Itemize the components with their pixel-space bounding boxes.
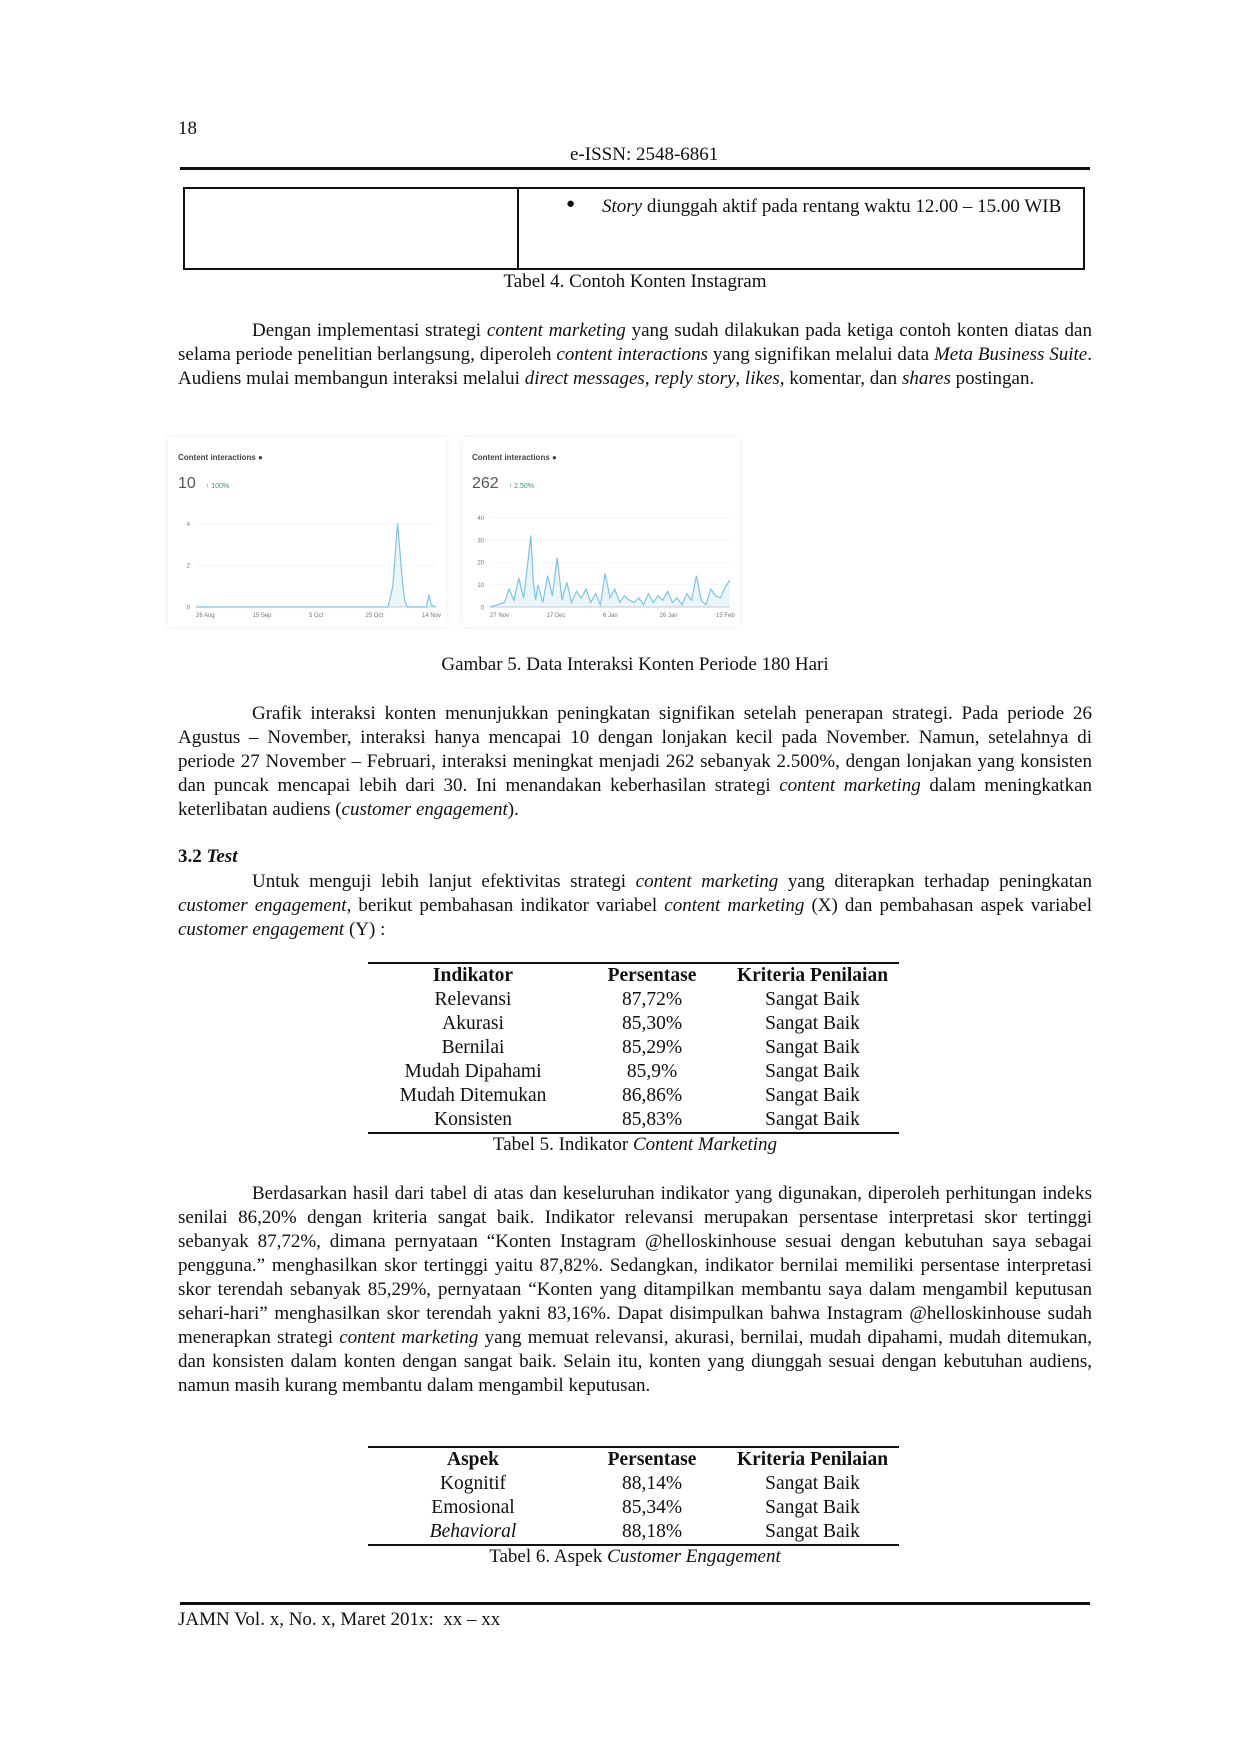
chart-2-title: Content interactions ●	[472, 453, 557, 462]
chart-2-y-tick: 30	[477, 538, 484, 545]
chart-1-change: ↑ 100%	[205, 483, 230, 490]
chart-2-total: 262	[472, 475, 499, 492]
table-row: Relevansi 87,72% Sangat Baik	[434, 989, 860, 1010]
page-number: 18	[178, 118, 197, 139]
table-row: Konsisten 85,83% Sangat Baik	[434, 1109, 860, 1130]
chart-2-x-tick: 15 Feb	[716, 613, 735, 619]
table5-caption: Tabel 5. Indikator Content Marketing	[492, 1134, 778, 1155]
chart-1-y-tick: 4	[186, 521, 190, 528]
chart-1-title: Content interactions ●	[178, 453, 263, 462]
paragraph-3: Untuk menguji lebih lanjut efektivitas strategi content marketing yang diterapkan terhadap peningkatan customer engagement, berikut pembahasan indikator variabel content marketing (X) dan pembahasan aspek variabel customer engagement (Y) :	[178, 871, 1092, 940]
chart-1-x-tick: 25 Oct	[365, 613, 384, 619]
table5-header: Kriteria Penilaian	[736, 965, 889, 986]
issn-header: e-ISSN: 2548-6861	[570, 144, 719, 165]
chart-2-x-tick: 26 Jan	[659, 613, 678, 619]
paragraph-1: Dengan implementasi strategi content marketing yang sudah dilakukan pada ketiga contoh konten diatas dan selama periode penelitian berlangsung, diperoleh content interactions yang signifikan melalui data Meta Business Suite. Audiens mulai membangun interaksi melalui direct messages, reply story, likes, komentar, dan shares postingan.	[178, 320, 1092, 389]
paragraph-4: Berdasarkan hasil dari tabel di atas dan keseluruhan indikator yang digunakan, diperoleh perhitungan indeks senilai 86,20% dengan kriteria sangat baik. Indikator relevansi merupakan persentase interpretasi skor tertinggi sebanyak 87,72%, dimana pernyataan “Konten Instagram @helloskinhouse sesuai dengan kebutuhan saya sebagai pengguna.” menghasilkan skor tertinggi yaitu 87,82%. Sedangkan, indikator bernilai memiliki persentase interpretasi skor terendah sebanyak 85,29%, pernyataan “Konten yang ditampilkan membantu saya dalam mengambil keputusan sehari-hari” menghasilkan skor terendah yakni 83,16%. Dapat disimpulkan bahwa Instagram @helloskinhouse sudah menerapkan strategi content marketing yang memuat relevansi, akurasi, bernilai, mudah dipahami, mudah ditemukan, dan konsisten dalam konten dengan sangat baik. Selain itu, konten yang diunggah sesuai dengan kebutuhan audiens, namun masih kurang membantu dalam mengambil keputusan.	[178, 1183, 1093, 1396]
table5-wrap	[368, 962, 899, 1134]
section-heading: 3.2 Test	[178, 846, 238, 867]
table5-header: Persentase	[607, 965, 697, 986]
table4-bullet: ●	[566, 196, 576, 212]
table-row: Akurasi 85,30% Sangat Baik	[442, 1013, 860, 1034]
table4-cell-italic: Story	[602, 196, 643, 217]
table4-cell-text	[602, 194, 1072, 220]
table6-header-row	[368, 1447, 899, 1472]
table5	[368, 962, 899, 1134]
chart-card-1	[168, 437, 446, 627]
table5-header: Indikator	[432, 965, 514, 986]
chart-1-total: 10	[178, 475, 196, 492]
table6-header: Aspek	[446, 1449, 500, 1470]
chart-1-plot	[168, 437, 446, 627]
chart-card-2	[462, 437, 740, 627]
table4-caption: Tabel 4. Contoh Konten Instagram	[503, 271, 767, 292]
footer-rule	[180, 1602, 1090, 1605]
table4-cell-rest: diunggah aktif pada rentang waktu 12.00 – 15.00 WIB	[642, 196, 1062, 217]
table6	[368, 1446, 899, 1546]
chart-1-x-tick: 26 Aug	[196, 613, 215, 619]
paragraph-2: Grafik interaksi konten menunjukkan peningkatan signifikan setelah penerapan strategi. Pada periode 26 Agustus – November, interaksi hanya mencapai 10 dengan lonjakan kecil pada November. Namun, setelahnya di periode 27 November – Februari, interaksi meningkat menjadi 262 sebanyak 2.500%, dengan lonjakan yang konsisten dan puncak mencapai lebih dari 30. Ini menandakan keberhasilan strategi content marketing dalam meningkatkan keterlibatan audiens (customer engagement).	[178, 703, 1093, 820]
info-icon: ●	[552, 453, 557, 462]
footer-text: JAMN Vol. x, No. x, Maret 201x: xx – xx	[178, 1609, 501, 1630]
chart-2-y-tick: 10	[477, 583, 484, 590]
table6-wrap	[368, 1446, 899, 1546]
chart-2-y-tick: 0	[480, 605, 484, 612]
table-row: Bernilai 85,29% Sangat Baik	[441, 1037, 860, 1058]
chart-1-x-tick: 14 Nov	[422, 613, 442, 619]
chart-2-y-tick: 40	[477, 515, 484, 522]
table5-header-row	[368, 963, 899, 988]
chart-2-plot	[462, 437, 740, 627]
table-row: Behavioral 88,18% Sangat Baik	[429, 1521, 860, 1542]
figure5-caption: Gambar 5. Data Interaksi Konten Periode 180 Hari	[441, 654, 829, 675]
chart-1-y-tick: 0	[186, 605, 190, 612]
table4-divider	[517, 187, 519, 268]
chart-1-x-tick: 15 Sep	[252, 613, 272, 619]
table-row: Mudah Dipahami 85,9% Sangat Baik	[404, 1061, 860, 1082]
table-row: Mudah Ditemukan 86,86% Sangat Baik	[399, 1085, 860, 1106]
chart-2-x-tick: 6 Jan	[603, 613, 618, 619]
table6-caption: Tabel 6. Aspek Customer Engagement	[489, 1546, 781, 1567]
chart-2-change: ↑ 2.50%	[508, 483, 534, 490]
chart-2-x-tick: 27 Nov	[490, 613, 510, 619]
table-row: Kognitif 88,14% Sangat Baik	[439, 1473, 860, 1494]
chart-1-x-tick: 5 Oct	[309, 613, 324, 619]
chart-2-x-tick: 17 Dec	[546, 613, 566, 619]
header-rule	[180, 167, 1090, 170]
info-icon: ●	[258, 453, 263, 462]
table6-header: Kriteria Penilaian	[736, 1449, 889, 1470]
table6-header: Persentase	[607, 1449, 697, 1470]
table-row: Emosional 85,34% Sangat Baik	[431, 1497, 860, 1518]
chart-2-y-tick: 20	[477, 560, 484, 567]
chart-1-y-tick: 2	[186, 563, 190, 570]
